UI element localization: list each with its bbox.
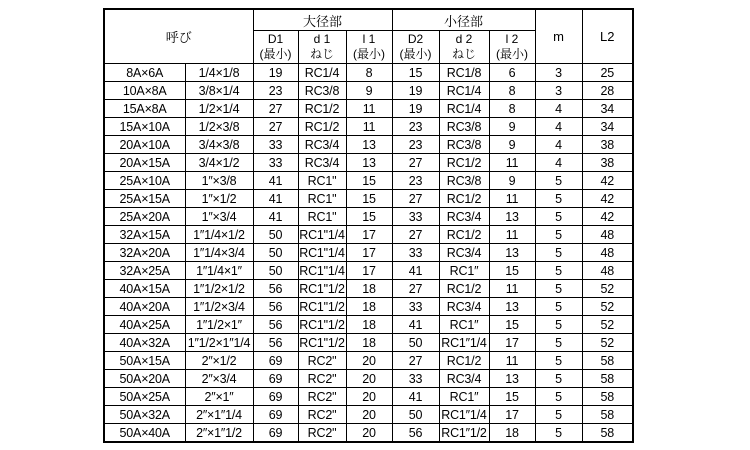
table-cell: 25 bbox=[582, 64, 633, 82]
table-cell: 5 bbox=[535, 280, 582, 298]
table-cell: 6 bbox=[489, 64, 535, 82]
table-cell: 19 bbox=[253, 64, 298, 82]
header-col-D2 bbox=[392, 31, 439, 64]
table-cell: 5 bbox=[535, 406, 582, 424]
table-cell: 13 bbox=[489, 370, 535, 388]
table-cell: 40A×32A bbox=[104, 334, 185, 352]
table-cell: 11 bbox=[346, 100, 392, 118]
table-cell: 20 bbox=[346, 406, 392, 424]
table-cell: 1″×1/2 bbox=[185, 190, 253, 208]
table-cell: 25A×10A bbox=[104, 172, 185, 190]
table-cell: 23 bbox=[392, 136, 439, 154]
table-cell: 5 bbox=[535, 244, 582, 262]
table-cell: 27 bbox=[392, 190, 439, 208]
table-row bbox=[104, 370, 633, 388]
table-cell: 58 bbox=[582, 352, 633, 370]
header-col-m: m bbox=[535, 9, 582, 64]
table-cell: 52 bbox=[582, 334, 633, 352]
header-group-small-diameter: 小径部 bbox=[392, 9, 535, 31]
table-cell: 11 bbox=[489, 154, 535, 172]
table-cell: RC3/4 bbox=[439, 298, 489, 316]
table-cell: 40A×25A bbox=[104, 316, 185, 334]
table-cell: 56 bbox=[253, 280, 298, 298]
table-cell: 34 bbox=[582, 118, 633, 136]
table-cell: 2″×1/2 bbox=[185, 352, 253, 370]
table-cell: 5 bbox=[535, 316, 582, 334]
table-cell: 69 bbox=[253, 388, 298, 406]
table-cell: 48 bbox=[582, 262, 633, 280]
table-cell: 15 bbox=[489, 262, 535, 280]
table-cell: 23 bbox=[392, 172, 439, 190]
table-row bbox=[104, 226, 633, 244]
table-cell: 56 bbox=[253, 298, 298, 316]
table-cell: 1″1/2×1″1/4 bbox=[185, 334, 253, 352]
table-cell: RC1"1/2 bbox=[299, 335, 345, 350]
table-row bbox=[104, 244, 633, 262]
table-cell: RC2" bbox=[298, 370, 346, 388]
table-cell: 13 bbox=[346, 136, 392, 154]
table-cell: 58 bbox=[582, 406, 633, 424]
table-body bbox=[104, 64, 633, 443]
table-row bbox=[104, 298, 633, 316]
table-cell: 15 bbox=[489, 388, 535, 406]
table-cell: 20 bbox=[346, 352, 392, 370]
table-cell: 1″1/4×1″ bbox=[185, 262, 253, 280]
table-cell: 4 bbox=[535, 100, 582, 118]
table-row bbox=[104, 334, 633, 352]
table-cell: RC3/4 bbox=[439, 244, 489, 262]
table-cell: 41 bbox=[253, 172, 298, 190]
table-cell: 19 bbox=[392, 82, 439, 100]
table-cell: RC1/8 bbox=[439, 64, 489, 82]
table-cell: 5 bbox=[535, 370, 582, 388]
table-cell: RC1"1/4 bbox=[299, 227, 345, 242]
table-cell: 11 bbox=[489, 226, 535, 244]
table-row bbox=[104, 388, 633, 406]
table-cell: 56 bbox=[253, 334, 298, 352]
table-cell: 1″1/4×1/2 bbox=[185, 226, 253, 244]
table-cell: 28 bbox=[582, 82, 633, 100]
table-cell: 5 bbox=[535, 352, 582, 370]
table-cell: RC3/4 bbox=[439, 208, 489, 226]
table-cell: 1″1/2×3/4 bbox=[185, 298, 253, 316]
table-cell: 69 bbox=[253, 424, 298, 443]
header-col-D1 bbox=[253, 31, 298, 64]
table-cell: 5 bbox=[535, 208, 582, 226]
table-cell: RC1"1/2 bbox=[299, 281, 345, 296]
table-cell: 48 bbox=[582, 226, 633, 244]
header-col-d1-symbol: d 1 bbox=[313, 32, 331, 46]
table-cell: 1″1/2×1/2 bbox=[185, 280, 253, 298]
table-cell: RC2" bbox=[298, 388, 346, 406]
table-cell: RC1″1/4 bbox=[439, 406, 489, 424]
table-cell: 41 bbox=[392, 316, 439, 334]
table-cell: 40A×15A bbox=[104, 280, 185, 298]
header-col-l2 bbox=[489, 31, 535, 64]
table-cell: 3/4×1/2 bbox=[185, 154, 253, 172]
table-cell: RC3/8 bbox=[439, 118, 489, 136]
table-row bbox=[104, 64, 633, 82]
header-row-groups bbox=[104, 9, 633, 31]
header-col-d2 bbox=[439, 31, 489, 64]
table-cell: 20A×10A bbox=[104, 136, 185, 154]
table-cell: RC1"1/4 bbox=[299, 245, 345, 260]
table-cell: RC1"1/4 bbox=[299, 263, 345, 278]
table-cell: 34 bbox=[582, 100, 633, 118]
table-cell: 20A×15A bbox=[104, 154, 185, 172]
table-cell: 27 bbox=[392, 226, 439, 244]
table-cell: 13 bbox=[489, 244, 535, 262]
table-cell: 52 bbox=[582, 298, 633, 316]
table-cell: 1″1/2×1″ bbox=[185, 316, 253, 334]
table-cell: 50 bbox=[253, 262, 298, 280]
table-cell: 9 bbox=[489, 172, 535, 190]
table-cell: 11 bbox=[346, 118, 392, 136]
table-cell: 1/4×1/8 bbox=[185, 64, 253, 82]
table-cell: 48 bbox=[582, 244, 633, 262]
table-cell: 42 bbox=[582, 172, 633, 190]
table-cell: 32A×20A bbox=[104, 244, 185, 262]
table-cell: 8A×6A bbox=[104, 64, 185, 82]
table-cell: 58 bbox=[582, 424, 633, 443]
table-cell: 2″×3/4 bbox=[185, 370, 253, 388]
table-cell: 41 bbox=[392, 388, 439, 406]
table-cell: RC1″1/4 bbox=[439, 334, 489, 352]
table-cell: 4 bbox=[535, 136, 582, 154]
table-cell: RC3/8 bbox=[298, 82, 346, 100]
table-cell: 2″×1″ bbox=[185, 388, 253, 406]
table-cell: 15 bbox=[346, 190, 392, 208]
table-cell: 69 bbox=[253, 370, 298, 388]
table-row bbox=[104, 100, 633, 118]
table-cell: 25A×15A bbox=[104, 190, 185, 208]
table-cell: 27 bbox=[253, 100, 298, 118]
table-cell: 69 bbox=[253, 352, 298, 370]
table-cell: 5 bbox=[535, 172, 582, 190]
table-cell: 23 bbox=[253, 82, 298, 100]
header-col-D2-note: (最小) bbox=[399, 47, 432, 61]
table-cell: 50A×32A bbox=[104, 406, 185, 424]
table-cell: 27 bbox=[253, 118, 298, 136]
table-cell: 1″1/4×3/4 bbox=[185, 244, 253, 262]
table-cell: 38 bbox=[582, 136, 633, 154]
table-cell: 8 bbox=[346, 64, 392, 82]
header-group-large-diameter: 大径部 bbox=[253, 9, 392, 31]
table-cell: RC1″ bbox=[439, 262, 489, 280]
table-row bbox=[104, 406, 633, 424]
table-cell: 41 bbox=[253, 190, 298, 208]
table-cell: 4 bbox=[535, 154, 582, 172]
table-row bbox=[104, 190, 633, 208]
table-cell: RC1″ bbox=[439, 388, 489, 406]
table-cell: 23 bbox=[392, 118, 439, 136]
header-col-d1 bbox=[298, 31, 346, 64]
table-row bbox=[104, 136, 633, 154]
table-cell: 18 bbox=[346, 298, 392, 316]
table-cell: 18 bbox=[346, 334, 392, 352]
table-cell: 27 bbox=[392, 280, 439, 298]
table-cell: RC3/4 bbox=[298, 154, 346, 172]
table-cell: 11 bbox=[489, 280, 535, 298]
table-cell: 9 bbox=[489, 136, 535, 154]
table-cell: RC1"1/2 bbox=[299, 299, 345, 314]
table-cell: 20 bbox=[346, 388, 392, 406]
table-cell: 15 bbox=[346, 172, 392, 190]
table-cell: 50A×25A bbox=[104, 388, 185, 406]
table-cell: 50A×40A bbox=[104, 424, 185, 443]
table-cell: 15A×10A bbox=[104, 118, 185, 136]
table-cell: 56 bbox=[392, 424, 439, 443]
table-cell: 52 bbox=[582, 316, 633, 334]
table-cell: 15 bbox=[392, 64, 439, 82]
table-row bbox=[104, 82, 633, 100]
table-cell: RC3/8 bbox=[439, 172, 489, 190]
table-row bbox=[104, 208, 633, 226]
table-cell: 10A×8A bbox=[104, 82, 185, 100]
table-cell: RC1/4 bbox=[439, 100, 489, 118]
table-cell: 33 bbox=[392, 370, 439, 388]
table-cell: 50 bbox=[253, 244, 298, 262]
table-cell: 58 bbox=[582, 370, 633, 388]
table-row bbox=[104, 154, 633, 172]
table-cell: 69 bbox=[253, 406, 298, 424]
table-cell: 17 bbox=[346, 262, 392, 280]
table-cell: RC1″ bbox=[439, 316, 489, 334]
table-cell: 17 bbox=[489, 406, 535, 424]
table-cell: RC3/4 bbox=[298, 136, 346, 154]
table-cell: RC2" bbox=[298, 352, 346, 370]
table-cell: 1″×3/8 bbox=[185, 172, 253, 190]
table-cell: 19 bbox=[392, 100, 439, 118]
table-cell: 25A×20A bbox=[104, 208, 185, 226]
table-cell: RC1/2 bbox=[439, 190, 489, 208]
header-col-l1-note: (最小) bbox=[353, 47, 385, 61]
header-col-d2-note: ねじ bbox=[451, 47, 476, 61]
table-cell: 11 bbox=[489, 190, 535, 208]
table-cell: 38 bbox=[582, 154, 633, 172]
table-cell: 3 bbox=[535, 64, 582, 82]
table-cell: RC1/2 bbox=[298, 118, 346, 136]
table-cell: 8 bbox=[489, 82, 535, 100]
table-cell: RC1" bbox=[298, 208, 346, 226]
table-cell: 8 bbox=[489, 100, 535, 118]
table-cell: 17 bbox=[346, 244, 392, 262]
table-cell: 13 bbox=[489, 298, 535, 316]
fitting-spec-table bbox=[103, 8, 634, 443]
table-cell: 50 bbox=[253, 226, 298, 244]
table-cell: 2″×1″1/4 bbox=[185, 406, 253, 424]
table-cell: 15 bbox=[489, 316, 535, 334]
table-cell: 17 bbox=[346, 226, 392, 244]
table-cell: 41 bbox=[392, 262, 439, 280]
table-cell: 3 bbox=[535, 82, 582, 100]
table-cell: 11 bbox=[489, 352, 535, 370]
table-cell: 5 bbox=[535, 424, 582, 443]
table-cell: 5 bbox=[535, 334, 582, 352]
header-col-D1-note: (最小) bbox=[259, 47, 292, 61]
table-cell: RC1/4 bbox=[439, 82, 489, 100]
table-cell: RC2" bbox=[298, 424, 346, 443]
header-designation: 呼び bbox=[104, 9, 253, 64]
table-cell: RC1" bbox=[298, 172, 346, 190]
table-cell: 17 bbox=[489, 334, 535, 352]
header-col-L2: L2 bbox=[582, 9, 633, 64]
table-cell: RC3/8 bbox=[439, 136, 489, 154]
table-row bbox=[104, 424, 633, 443]
table-cell: 9 bbox=[489, 118, 535, 136]
header-col-D1-symbol: D1 bbox=[267, 32, 284, 46]
table-row bbox=[104, 352, 633, 370]
table-cell: 5 bbox=[535, 190, 582, 208]
table-cell: 5 bbox=[535, 262, 582, 280]
table-row bbox=[104, 262, 633, 280]
table-cell: 15 bbox=[346, 208, 392, 226]
table-cell: 18 bbox=[489, 424, 535, 443]
table-cell: 33 bbox=[392, 244, 439, 262]
table-cell: 3/8×1/4 bbox=[185, 82, 253, 100]
table-cell: 4 bbox=[535, 118, 582, 136]
table-cell: 42 bbox=[582, 208, 633, 226]
table-cell: 1/2×3/8 bbox=[185, 118, 253, 136]
table-row bbox=[104, 280, 633, 298]
table-cell: 50A×20A bbox=[104, 370, 185, 388]
table-cell: 20 bbox=[346, 370, 392, 388]
table-cell: 1/2×1/4 bbox=[185, 100, 253, 118]
table-cell: 13 bbox=[346, 154, 392, 172]
table-cell: 40A×20A bbox=[104, 298, 185, 316]
table-cell: RC3/4 bbox=[439, 370, 489, 388]
table-cell: 27 bbox=[392, 154, 439, 172]
table-cell: RC1/2 bbox=[439, 352, 489, 370]
table-cell: 18 bbox=[346, 316, 392, 334]
header-col-d2-symbol: d 2 bbox=[455, 32, 473, 46]
table-cell: 3/4×3/8 bbox=[185, 136, 253, 154]
table-cell: 15A×8A bbox=[104, 100, 185, 118]
table-cell: 5 bbox=[535, 298, 582, 316]
table-cell: 9 bbox=[346, 82, 392, 100]
table-cell: 42 bbox=[582, 190, 633, 208]
header-col-D2-symbol: D2 bbox=[407, 32, 424, 46]
table-cell: 13 bbox=[489, 208, 535, 226]
table-cell: 52 bbox=[582, 280, 633, 298]
table-row bbox=[104, 172, 633, 190]
table-cell: 27 bbox=[392, 352, 439, 370]
table-cell: 32A×15A bbox=[104, 226, 185, 244]
table-cell: 50 bbox=[392, 334, 439, 352]
table-row bbox=[104, 316, 633, 334]
table-cell: 41 bbox=[253, 208, 298, 226]
header-col-l2-note: (最小) bbox=[496, 47, 528, 61]
table-cell: 5 bbox=[535, 226, 582, 244]
table-cell: 50A×15A bbox=[104, 352, 185, 370]
table-cell: 20 bbox=[346, 424, 392, 443]
table-header bbox=[104, 9, 633, 64]
table-cell: 32A×25A bbox=[104, 262, 185, 280]
table-cell: 18 bbox=[346, 280, 392, 298]
table-cell: RC1/4 bbox=[298, 64, 346, 82]
header-col-l1 bbox=[346, 31, 392, 64]
table-cell: RC1″1/2 bbox=[439, 424, 489, 443]
table-cell: 50 bbox=[392, 406, 439, 424]
table-cell: RC1/2 bbox=[298, 100, 346, 118]
header-col-d1-note: ねじ bbox=[309, 47, 334, 61]
table-cell: RC1/2 bbox=[439, 280, 489, 298]
table-cell: 33 bbox=[253, 136, 298, 154]
header-col-l1-symbol: l 1 bbox=[362, 32, 376, 46]
table-cell: 56 bbox=[253, 316, 298, 334]
table-cell: RC1"1/2 bbox=[299, 317, 345, 332]
table-cell: 33 bbox=[392, 298, 439, 316]
table-row bbox=[104, 118, 633, 136]
table-cell: 1″×3/4 bbox=[185, 208, 253, 226]
table-cell: RC2" bbox=[298, 406, 346, 424]
header-col-l2-symbol: l 2 bbox=[505, 32, 519, 46]
table-cell: 5 bbox=[535, 388, 582, 406]
table-cell: 58 bbox=[582, 388, 633, 406]
table-cell: 33 bbox=[253, 154, 298, 172]
table-cell: 33 bbox=[392, 208, 439, 226]
table-cell: RC1/2 bbox=[439, 154, 489, 172]
table-cell: 2″×1″1/2 bbox=[185, 424, 253, 443]
table-cell: RC1/2 bbox=[439, 226, 489, 244]
table-cell: RC1" bbox=[298, 190, 346, 208]
